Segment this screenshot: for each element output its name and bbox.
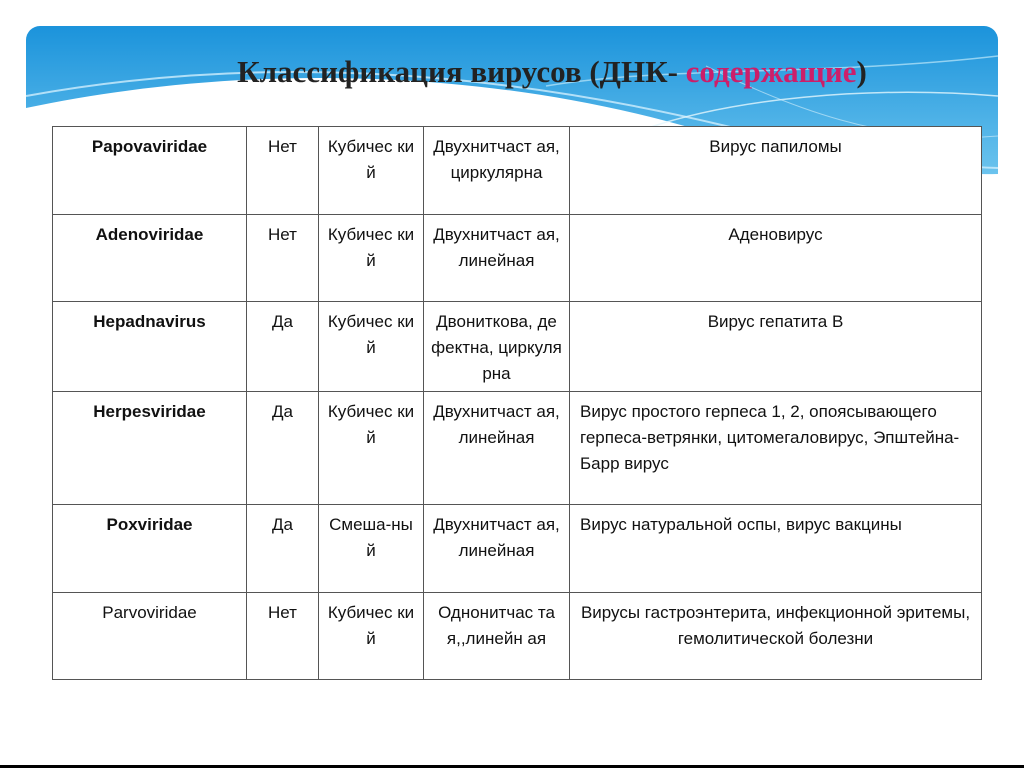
envelope-cell: Да [247,392,319,505]
table-row [53,302,982,392]
examples-cell: Вирус простого герпеса 1, 2, опоясывающего герпеса-ветрянки, цитомегаловирус, Эпштейна-Барр вирус [570,392,982,505]
dna-cell: Двухнитчаст ая, циркулярна [424,127,570,215]
examples-cell: Аденовирус [570,215,982,302]
dna-cell: Двухнитчаст ая, линейная [424,505,570,593]
dna-cell: Двухнитчаст ая, линейная [424,392,570,505]
table-row [53,505,982,593]
table-row [53,593,982,680]
examples-cell: Вирусы гастроэнтерита, инфекционной эритемы, гемолитической болезни [570,593,982,680]
family-name: Herpesviridae [53,392,247,505]
envelope-cell: Нет [247,127,319,215]
family-name: Hepadnavirus [53,302,247,392]
table-row [53,392,982,505]
title-accent: содержащие [685,54,857,89]
family-name: Adenoviridae [53,215,247,302]
capsid-cell: Кубичес кий [319,593,424,680]
family-name: Parvoviridae [53,593,247,680]
title-main: Классификация вирусов (ДНК- [237,54,686,89]
dna-cell: Двухнитчаст ая, линейная [424,215,570,302]
family-name: Papovaviridae [53,127,247,215]
capsid-cell: Смеша-ный [319,505,424,593]
capsid-cell: Кубичес кий [319,215,424,302]
examples-cell: Вирус папиломы [570,127,982,215]
examples-cell: Вирус гепатита В [570,302,982,392]
examples-cell: Вирус натуральной оспы, вирус вакцины [570,505,982,593]
page-title [0,54,1024,90]
envelope-cell: Да [247,302,319,392]
dna-cell: Однонитчас тая,,линейн ая [424,593,570,680]
dna-cell: Двониткова, дефектна, циркулярна [424,302,570,392]
envelope-cell: Да [247,505,319,593]
title-close: ) [856,54,867,89]
table-row [53,215,982,302]
capsid-cell: Кубичес кий [319,127,424,215]
capsid-cell: Кубичес кий [319,392,424,505]
envelope-cell: Нет [247,215,319,302]
table-row [53,127,982,215]
envelope-cell: Нет [247,593,319,680]
family-name: Poxviridae [53,505,247,593]
virus-classification-table [52,126,982,680]
capsid-cell: Кубичес кий [319,302,424,392]
